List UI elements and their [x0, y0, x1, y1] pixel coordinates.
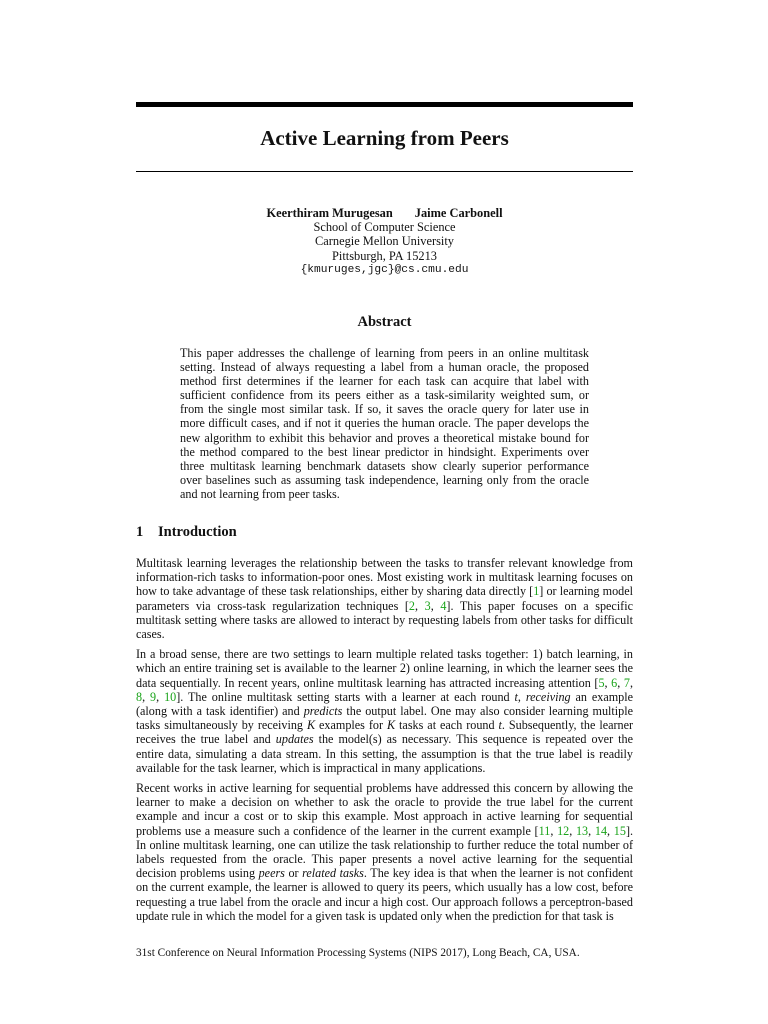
abstract-body [180, 346, 589, 501]
citation-link[interactable]: 4 [440, 598, 447, 613]
citation-link[interactable]: 5 [598, 675, 605, 690]
abstract-heading: Abstract [357, 314, 412, 330]
affiliation-university: Carnegie Mellon University [314, 234, 455, 249]
citation-link[interactable]: 2 [408, 598, 415, 613]
title-top-rule [136, 102, 633, 107]
citation-link[interactable]: 6 [611, 675, 618, 690]
paragraph: Recent works in active learning for sequential problems have addressed this concern by allowing the learner to make a decision on whether to ask the oracle to provide the true label for the current example and incur a cost or to skip this example. Most approach in active learning for sequential problems use a measure such a confidence of the learner in the current example [11, 12, 13, 14, 15]. In online multitask learning, one can utilize the task relationship to further reduce the total number of labels requested from the oracle. This paper presents a novel active learning for the sequential decision problems using peers or related tasks. The key idea is that when the learner is not confident on the current example, the learner is allowed to query its peers, which usually has a low cost, before requesting a true label from the oracle and incur a high cost. Our approach follows a perceptron-based update rule in which the model for a given task is updated only when the prediction for that task is [136, 781, 634, 923]
citation-link[interactable]: 7 [623, 675, 630, 690]
citation-link[interactable]: 15 [613, 823, 626, 838]
citation-link[interactable]: 10 [164, 689, 177, 704]
citation-link[interactable]: 1 [533, 584, 540, 599]
citation-link[interactable]: 3 [424, 598, 431, 613]
citation-link[interactable]: 13 [575, 823, 589, 838]
conference-footnote: 31st Conference on Neural Information Processing Systems (NIPS 2017), Long Beach, CA, USA. [136, 947, 580, 959]
author-email: {kmuruges,jgc}@cs.cmu.edu [300, 263, 469, 276]
author-name: Keerthiram Murugesan [266, 206, 393, 220]
citation-link[interactable]: 14 [594, 823, 608, 838]
section-number: 1 [136, 524, 144, 540]
citation-link[interactable]: 8 [136, 689, 143, 704]
author-names [136, 206, 633, 220]
paragraph: Multitask learning leverages the relationship between the tasks to transfer relevant knowledge from information-rich tasks to information-poor ones. Most existing work in multitask learning focuses on how to take advantage of these task relationships, either by sharing data directly [1] or learning model parameters via cross-task regularization techniques [2, 3, 4]. This paper focuses on a specific multitask setting where tasks are allowed to interact by requesting labels from other tasks for difficult cases. [136, 556, 633, 642]
affiliation-address: Pittsburgh, PA 15213 [331, 248, 437, 263]
paper-title: Active Learning from Peers [260, 126, 509, 150]
abstract-text: This paper addresses the challenge of learning from peers in an online multitask setting. Instead of always requesting a label from a human oracle, the proposed method first determines if the learner for each task can acquire that label with sufficient confidence from its peers either as a task-similarity weighted sum, or from the single most similar task. If so, it saves the oracle query for later use in more difficult cases, and if not it queries the human oracle. The paper develops the new algorithm to exhibit this behavior and proves a theoretical mistake bound for the method compared to the best linear predictor in hindsight. Experiments over three multitask learning benchmark datasets show clearly superior performance over baselines such as assuming task independence, learning only from the oracle and not learning from peer tasks. [180, 346, 589, 501]
citation-link[interactable]: 12 [557, 823, 570, 838]
introduction-body [136, 556, 633, 923]
citation-link[interactable]: 9 [150, 689, 157, 704]
author-block [136, 206, 633, 277]
affiliation-school: School of Computer Science [313, 220, 456, 235]
author-name: Jaime Carbonell [414, 206, 503, 220]
section-title: Introduction [158, 524, 237, 540]
paragraph: In a broad sense, there are two settings to learn multiple related tasks together: 1) batch learning, in which an entire training set is available to the learner 2) online learning, in which the learner sees the data sequentially. In recent years, online multitask learning has attracted increasing attention [5, 6, 7, 8, 9, 10]. The online multitask setting starts with a learner at each round t, receiving an example (along with a task identifier) and predicts the output label. One may also consider learning multiple tasks simultaneously by receiving K examples for K tasks at each round t. Subsequently, the learner receives the true label and updates the model(s) as necessary. This sequence is repeated over the entire data, simulating a data stream. In this setting, the assumption is that the true label is readily available for the task learner, which is impractical in many applications. [136, 647, 634, 775]
citation-link[interactable]: 11 [538, 823, 551, 838]
section-heading [136, 524, 633, 541]
title-bottom-rule [136, 171, 633, 172]
